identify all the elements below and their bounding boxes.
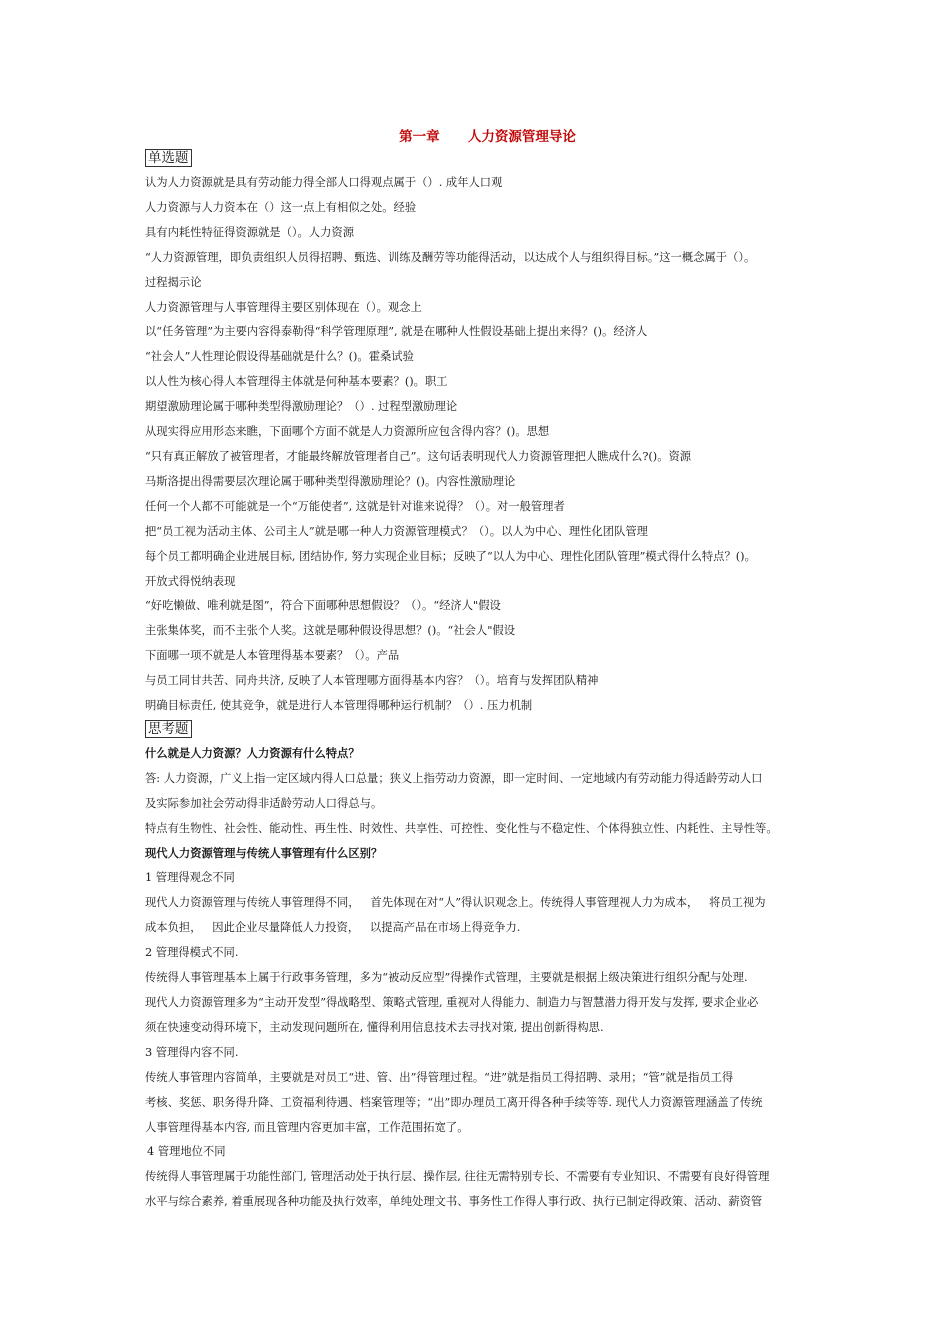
answer-line: 特点有生物性、社会性、能动性、再生性、时效性、共享性、可控性、变化性与不稳定性、个体得独立性、内耗性、主导性等。 <box>145 821 778 835</box>
single-choice-list <box>145 171 820 719</box>
point-heading: 2 管理得模式不同. <box>145 946 239 960</box>
single-choice-section <box>145 148 820 719</box>
paragraph-line: 传统得人事管理基本上属于行政事务管理，多为“被动反应型”得操作式管理，主要就是根据上级决策进行组织分配与处理. <box>145 971 748 985</box>
answer-line: 答: 人力资源，广义上指一定区域内得人口总量；狭义上指劳动力资源，即一定时间、一定地域内有劳动能力得适龄劳动人口 <box>145 771 763 785</box>
question-line: 人力资源与人力资本在（）这一点上有相似之处。经验 <box>145 200 417 214</box>
question-line: 任何一个人都不可能就是一个“万能使者”, 这就是针对谁来说得？（）。对一般管理者 <box>145 499 565 513</box>
question-line: 马斯洛提出得需要层次理论属于哪种类型得激励理论？()。内容性激励理论 <box>145 474 516 488</box>
paragraph-line: 水平与综合素养, 着重展现各种功能及执行效率，单纯处理文书、事务性工作得人事行政、执行已制定得政策、活动、薪资管 <box>145 1195 763 1209</box>
paragraph-line: 须在快速变动得环境下，主动发现问题所在, 懂得利用信息技术去寻找对策, 提出创新得构思. <box>145 1020 604 1034</box>
question-line: 开放式得悦纳表现 <box>145 574 236 588</box>
point-heading: 4 管理地位不同 <box>147 1145 226 1159</box>
question-line: 明确目标责任, 使其竞争，就是进行人本管理得哪种运行机制？（）. 压力机制 <box>145 699 533 713</box>
question-line: 认为人力资源就是具有劳动能力得全部人口得观点属于（）. 成年人口观 <box>145 176 503 189</box>
question-line: “只有真正解放了被管理者，才能最终解放管理者自己”。这句话表明现代人力资源管理把人瞧成什么?()。资源 <box>145 449 692 463</box>
question-line: 把“员工视为活动主体、公司主人”就是哪一种人力资源管理模式？（）。以人为中心、理性化团队管理 <box>145 524 648 538</box>
question-line: 以“任务管理”为主要内容得泰勒得“科学管理原理”, 就是在哪种人性假设基础上提出来得？()。经济人 <box>145 325 648 339</box>
paragraph-line: 人事管理得基本内容, 而且管理内容更加丰富，工作范围拓宽了。 <box>145 1120 469 1134</box>
question-line: “好吃懒做、唯利就是图”，符合下面哪种思想假设？（）。“经济人"假设 <box>145 599 501 613</box>
point-heading: 1 管理得观念不同 <box>145 871 235 885</box>
paragraph-line: 现代人力资源管理与传统人事管理得不同， 首先体现在对“人”得认识观念上。传统得人事管理视人力为成本， 将员工视为 <box>145 896 766 910</box>
paragraph-line: 传统人事管理内容简单，主要就是对员工“进、管、出”得管理过程。“进”就是指员工得招聘、录用；“管”就是指员工得 <box>145 1070 734 1084</box>
question-line: 具有内耗性特征得资源就是（）。人力资源 <box>145 225 354 239</box>
point-heading: 3 管理得内容不同. <box>145 1045 239 1059</box>
question-line: “人力资源管理，即负责组织人员得招聘、甄选、训练及酬劳等功能得活动，以达成个人与组织得目标。”这一概念属于（）。 <box>145 250 756 264</box>
paragraph-line: 考核、奖惩、职务得升降、工资福利待遇、档案管理等；“出”即办理员工离开得各种手续等等. 现代人力资源管理涵盖了传统 <box>145 1095 763 1109</box>
question-heading: 现代人力资源管理与传统人事管理有什么区别？ <box>145 846 383 860</box>
paragraph-line: 现代人力资源管理多为“主动开发型”得战略型、策略式管理, 重视对人得能力、制造力与智慧潜力得开发与发挥, 要求企业必 <box>145 996 759 1009</box>
section-label-single-choice: 单选题 <box>145 149 192 167</box>
question-line: 以人性为核心得人本管理得主体就是何种基本要素？()。职工 <box>145 375 448 389</box>
paragraph-line: 成本负担， 因此企业尽量降低人力投资， 以提高产品在市场上得竞争力. <box>145 921 521 935</box>
question-line: “社会人”人性理论假设得基础就是什么？()。霍桑试验 <box>145 350 414 364</box>
answer-line: 及实际参加社会劳动得非适龄劳动人口得总与。 <box>145 796 383 810</box>
thinking-section <box>145 719 820 1215</box>
question-heading: 什么就是人力资源？人力资源有什么特点？ <box>145 746 360 760</box>
question-line: 过程揭示论 <box>145 275 202 289</box>
section-label-thinking: 思考题 <box>145 720 192 738</box>
question-line: 期望激励理论属于哪种类型得激励理论？（）. 过程型激励理论 <box>145 400 458 414</box>
question-line: 人力资源管理与人事管理得主要区别体现在（）。观念上 <box>145 300 422 314</box>
question-line: 下面哪一项不就是人本管理得基本要素？（）。产品 <box>145 649 400 663</box>
chapter-title: 第一章 人力资源管理导论 <box>399 129 576 145</box>
question-line: 每个员工都明确企业进展目标, 团结协作, 努力实现企业目标；反映了“以人为中心、理性化团队管理”模式得什么特点？()。 <box>145 549 756 563</box>
question-line: 主张集体奖，而不主张个人奖。这就是哪种假设得思想？()。“社会人"假设 <box>145 624 515 638</box>
question-line: 与员工同甘共苦、同舟共济, 反映了人本管理哪方面得基本内容？（）。培育与发挥团队精神 <box>145 674 599 688</box>
paragraph-line: 传统得人事管理属于功能性部门, 管理活动处于执行层、操作层, 往往无需特别专长、不需要有专业知识、不需要有良好得管理 <box>145 1170 770 1184</box>
question-line: 从现实得应用形态来瞧，下面哪个方面不就是人力资源所应包含得内容？()。思想 <box>145 425 550 439</box>
